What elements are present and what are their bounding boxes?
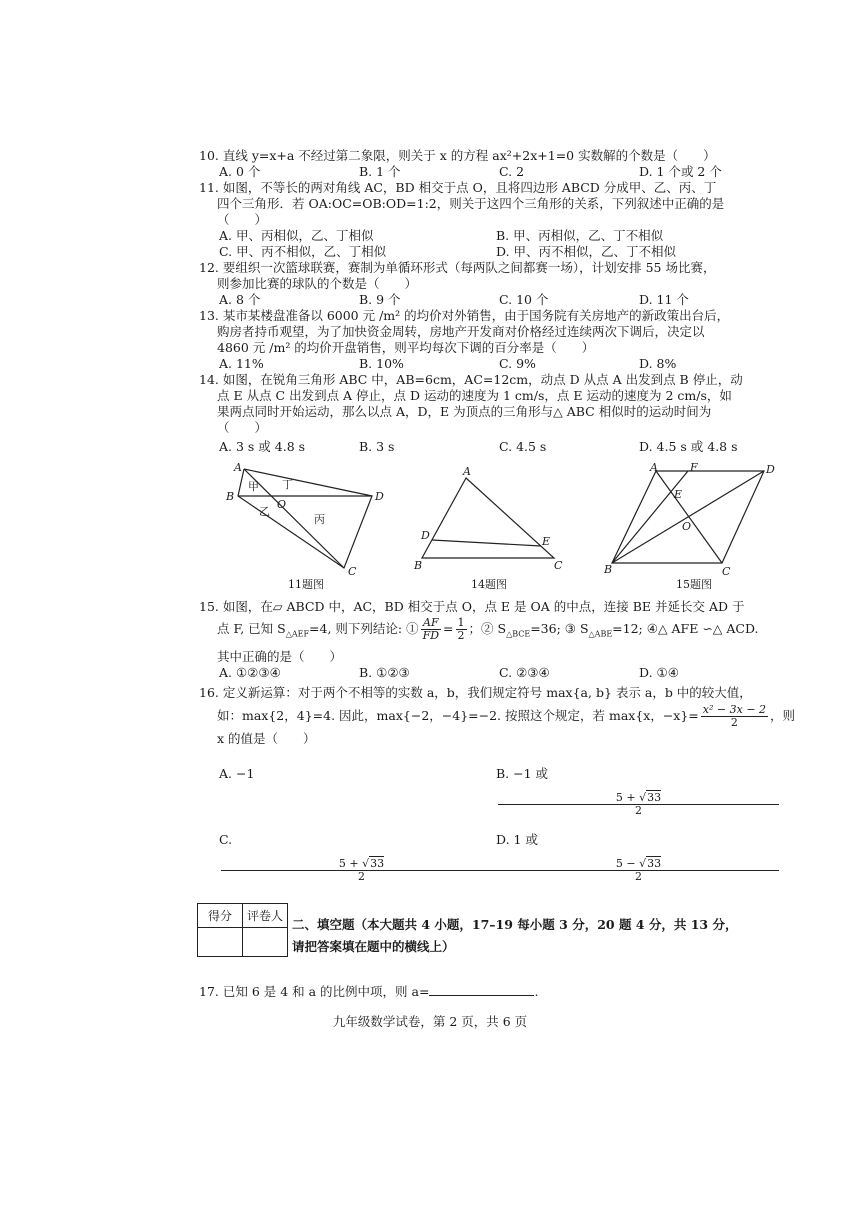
q15-half-n: 1 [457, 616, 465, 629]
q10-option-a: A. 0 个 [219, 164, 261, 179]
q16-stem-3: x 的值是（ ） [217, 730, 316, 746]
figure-11 [224, 463, 384, 591]
q16-option-d-frac [498, 858, 775, 883]
q16-option-b-num: 5 + √33 [498, 792, 779, 805]
q15-stem-2b: =4, 则下列结论: ① [309, 621, 419, 636]
fig11-label-bing: 丙 [314, 513, 325, 526]
q15-c2b: =36; ③ S [530, 621, 589, 636]
q16-options-row2 [199, 825, 814, 885]
fig14-label-a: A [463, 465, 471, 478]
q12-stem-2: 则参加比赛的球队的个数是（ ） [217, 276, 418, 291]
q16-option-b-frac [498, 792, 775, 817]
section-2-line-2: 请把答案填在题中的横线上） [292, 939, 455, 954]
fig11-label-c: C [348, 565, 357, 575]
q16-option-c-num-a: 5 + [338, 856, 363, 870]
fig11-label-yi: 乙 [259, 505, 270, 518]
q16-option-b-num-a: 5 + [615, 790, 640, 804]
fig11-label-b: B [226, 490, 235, 503]
q15-option-b: B. ①②③ [359, 664, 410, 680]
q17-stem: 17. 已知 6 是 4 和 a 的比例中项，则 a= [199, 984, 430, 999]
question-block [199, 148, 814, 885]
fig15-label-f: F [690, 463, 698, 474]
q13-stem-1: 13. 某市某楼盘准备以 6000 元 /m² 的均价对外销售，由于国务院有关房地产的新政策出台后， [199, 308, 730, 323]
fig11-diagonal-ac [244, 469, 344, 568]
q13-option-d: D. 8% [639, 356, 677, 371]
q11-stem-2: 四个三角形．若 OA:OC=OB:OD=1:2，则关于这四个三角形的关系，下列叙述中正确的是 [217, 196, 725, 211]
q10-stem: 10. 直线 y=x+a 不经过第二象限，则关于 x 的方程 ax²+2x+1=0 实数解的个数是（ ） [199, 148, 716, 163]
q16-option-c [219, 825, 496, 885]
fig14-label-c: C [554, 559, 563, 572]
q16-option-d [496, 825, 773, 885]
fig11-label-o: O [277, 498, 287, 511]
q16-option-b-den: 2 [635, 803, 642, 817]
q14-stem-3: 果两点同时开始运动，那么以点 A，D，E 为顶点的三角形与△ ABC 相似时的运动时间为 [217, 404, 712, 419]
q11-option-a: A. 甲、丙相似，乙、丁相似 [219, 228, 374, 243]
q12-options [199, 292, 814, 308]
q13-option-c: C. 9% [499, 356, 536, 371]
score-cell[interactable] [198, 928, 243, 957]
q16-stem-2a: 如：max{2，4}=4. 因此，max{−2，−4}=−2. 按照这个规定，若 max{x，−x}= [217, 707, 699, 723]
q15-stem-1: 15. 如图，在▱ ABCD 中，AC，BD 相交于点 O，点 E 是 OA 的中点，连接 BE 并延长交 AD 于 [199, 599, 745, 614]
q15-frac-af-fd [421, 617, 441, 642]
figure-15 [604, 463, 789, 591]
q15-sub-aef: △AEF [285, 629, 310, 639]
section-2-heading [292, 914, 812, 958]
q15-option-d: D. ①④ [639, 664, 679, 680]
q17-answer-blank[interactable] [429, 995, 534, 996]
q15-c3b: =12; ④△ AFE ∽△ ACD. [612, 621, 759, 636]
q14-option-a: A. 3 s 或 4.8 s [219, 439, 306, 454]
q16-option-a: A. −1 [219, 765, 255, 781]
q16-option-c-num: 5 + √33 [221, 858, 502, 871]
q15-frac-fd: FD [422, 629, 440, 642]
q10-options [199, 164, 814, 180]
fig15-label-d: D [766, 463, 775, 476]
q12-option-c: C. 10 个 [499, 292, 549, 307]
q12-stem-1: 12. 要组织一次篮球联赛，赛制为单循环形式（每两队之间都赛一场），计划安排 55 场比赛， [199, 260, 716, 275]
q16-stem-2b: ，则 [770, 707, 796, 723]
q12-option-d: D. 11 个 [639, 292, 689, 307]
q15-sub-bce: △BCE [506, 629, 531, 639]
q11-stem-1: 11. 如图，不等长的两对角线 AC，BD 相交于点 O，且将四边形 ABCD 分成甲、乙、丙、丁 [199, 180, 717, 195]
q15-eq: = [443, 621, 454, 636]
section-2-line-1: 二、填空题（本大题共 4 小题，17–19 每小题 3 分，20 题 4 分，共 13 分， [292, 917, 738, 932]
q15-frac-half [456, 617, 467, 642]
q12-option-a: A. 8 个 [219, 292, 261, 307]
page-footer: 九年级数学试卷，第 2 页，共 6 页 [332, 1014, 528, 1029]
fig14-label-e: E [542, 535, 551, 548]
q14-stem-1: 14. 如图，在锐角三角形 ABC 中，AB=6cm，AC=12cm，动点 D 从点 A 出发到点 B 停止，动 [199, 372, 743, 387]
q11-option-c: C. 甲、丙不相似，乙、丁相似 [219, 244, 387, 259]
figure-15-diagram [604, 463, 789, 575]
q16-option-c-radicand: 33 [370, 856, 385, 870]
figure-14 [414, 463, 564, 591]
q14-option-c: C. 4.5 s [499, 439, 547, 454]
q17-end: . [534, 984, 539, 999]
q13-stem-2: 购房者持币观望，为了加快资金周转，房地产开发商对价格经过连续两次下调后，决定以 [217, 324, 705, 339]
q16-frac-num: x² − 3x − 2 [702, 702, 767, 716]
q16-stem-2 [199, 701, 814, 731]
q16-option-c-den: 2 [358, 869, 365, 883]
q16-option-d-num-a: 5 − [615, 856, 640, 870]
fig15-label-a: A [650, 463, 658, 474]
q16-option-c-frac [221, 858, 498, 883]
q16-option-b-pre: B. −1 或 [496, 765, 549, 781]
figure-14-diagram [414, 463, 564, 575]
figures-row [199, 463, 814, 593]
q14-option-b: B. 3 s [359, 439, 395, 454]
q15-options [199, 665, 814, 681]
q11-options-row1 [199, 228, 814, 244]
q15-option-a: A. ①②③④ [219, 664, 281, 680]
fig14-label-b: B [414, 559, 423, 572]
q12-option-b: B. 9 个 [359, 292, 401, 307]
score-table-col-grader: 评卷人 [243, 904, 288, 928]
fig15-label-o: O [682, 520, 692, 533]
q10-option-b: B. 1 个 [359, 164, 401, 179]
q16-option-d-num: 5 − √33 [498, 858, 779, 871]
q14-options [199, 439, 814, 455]
fig14-caption: 14题图 [471, 578, 507, 591]
figure-11-diagram [224, 463, 384, 575]
q16-options-row1 [199, 759, 814, 819]
q11-option-b: B. 甲、丙相似，乙、丁不相似 [496, 228, 664, 243]
q15-c2: ；② S [468, 621, 507, 636]
q15-option-c: C. ②③④ [499, 664, 550, 680]
score-table [197, 903, 288, 957]
fig11-label-jia: 甲 [248, 480, 259, 493]
q16-option-d-den: 2 [635, 869, 642, 883]
q14-option-d: D. 4.5 s 或 4.8 s [639, 439, 738, 454]
q16-option-c-pre: C. [219, 831, 233, 847]
q16-frac-den: 2 [730, 715, 738, 729]
q16-stem-1: 16. 定义新运算：对于两个不相等的实数 a，b，我们规定符号 max{a, b} 表示 a，b 中的较大值， [199, 684, 752, 700]
q14-stem-4: （ ） [217, 420, 268, 435]
score-table-col-score: 得分 [198, 904, 243, 928]
fig11-label-d: D [375, 490, 384, 503]
q16-frac [701, 704, 768, 729]
q13-option-a: A. 11% [219, 356, 264, 371]
q15-frac-af: AF [421, 617, 441, 630]
q14-stem-2: 点 E 从点 C 出发到点 A 停止，点 D 运动的速度为 1 cm/s，点 E 运动的速度为 2 cm/s，如 [217, 388, 732, 403]
fig15-label-b: B [604, 563, 613, 575]
q15-stem-3: 其中正确的是（ ） [217, 648, 343, 664]
grader-cell[interactable] [243, 928, 288, 957]
q13-options [199, 356, 814, 372]
q16-option-d-pre: D. 1 或 [496, 831, 538, 847]
q16-option-b-radicand: 33 [647, 790, 662, 804]
fig11-label-ding: 丁 [282, 478, 293, 491]
fig15-caption: 15题图 [676, 578, 712, 591]
q15-stem-2a: 点 F, 已知 S [217, 621, 286, 636]
fig15-label-c: C [722, 565, 731, 575]
q16-option-b [496, 759, 773, 819]
q13-stem-3: 4860 元 /m² 的均价开盘销售，则平均每次下调的百分率是（ ） [217, 340, 595, 355]
q15-sub-abe: △ABE [588, 629, 613, 639]
q17 [199, 982, 538, 1000]
fig14-label-d: D [421, 529, 430, 542]
fig11-label-a: A [234, 463, 242, 474]
q11-stem-3: （ ） [217, 212, 268, 227]
q15-stem-2 [199, 615, 814, 649]
fig15-diagonal-bd [612, 471, 764, 563]
q16-option-d-radicand: 33 [647, 856, 662, 870]
q13-option-b: B. 10% [359, 356, 404, 371]
fig14-segment-de [432, 540, 541, 546]
q15-half-d: 2 [457, 629, 465, 642]
q10-option-d: D. 1 个或 2 个 [639, 164, 722, 179]
fig15-label-e: E [674, 488, 683, 501]
q11-options-row2 [199, 244, 814, 260]
fig11-caption: 11题图 [288, 578, 324, 591]
q11-option-d: D. 甲、丙不相似，乙、丁不相似 [496, 244, 677, 259]
q10-option-c: C. 2 [499, 164, 525, 179]
